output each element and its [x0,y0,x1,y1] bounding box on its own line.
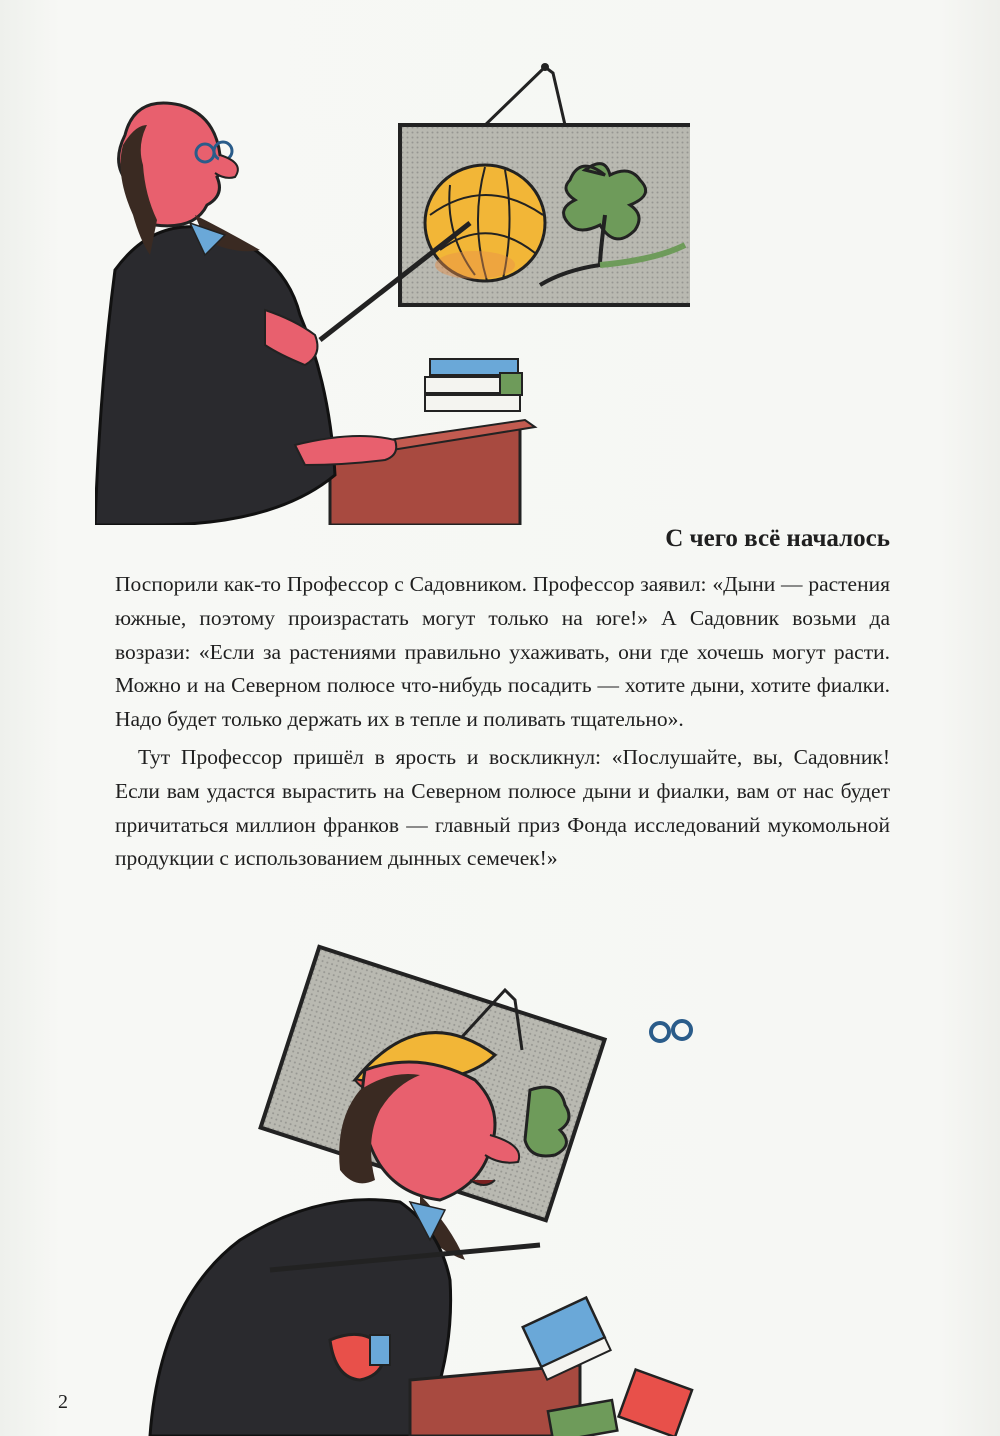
page-number: 2 [58,1391,68,1413]
illustration-professor-hit-by-board [120,940,720,1436]
chapter-heading: С чего всё началось [665,525,890,552]
illustration-professor-lecturing [95,55,690,525]
paragraph-2: Тут Профессор пришёл в ярость и воскликнул: «Послушайте, вы, Садовник! Если вам удастся вырастить на Северном полюсе дыни и фиалки, вам от нас будет причитаться миллион франков — главный приз Фонда исследований мукомольной продукции с использованием дынных семечек!» [115,744,890,871]
chapter-body [115,568,890,876]
paragraph-1: Поспорили как-то Профессор с Садовником. Профессор заявил: «Дыни — растения южные, поэтому произрастать могут только на юге!» А Садовник возьми да возрази: «Если за растениями правильно ухаживать, они где хочешь могут расти. Можно и на Северном полюсе что-нибудь посадить — хотите дыни, хотите фиалки. Надо будет только держать их в тепле и поливать тщательно». [115,572,890,732]
